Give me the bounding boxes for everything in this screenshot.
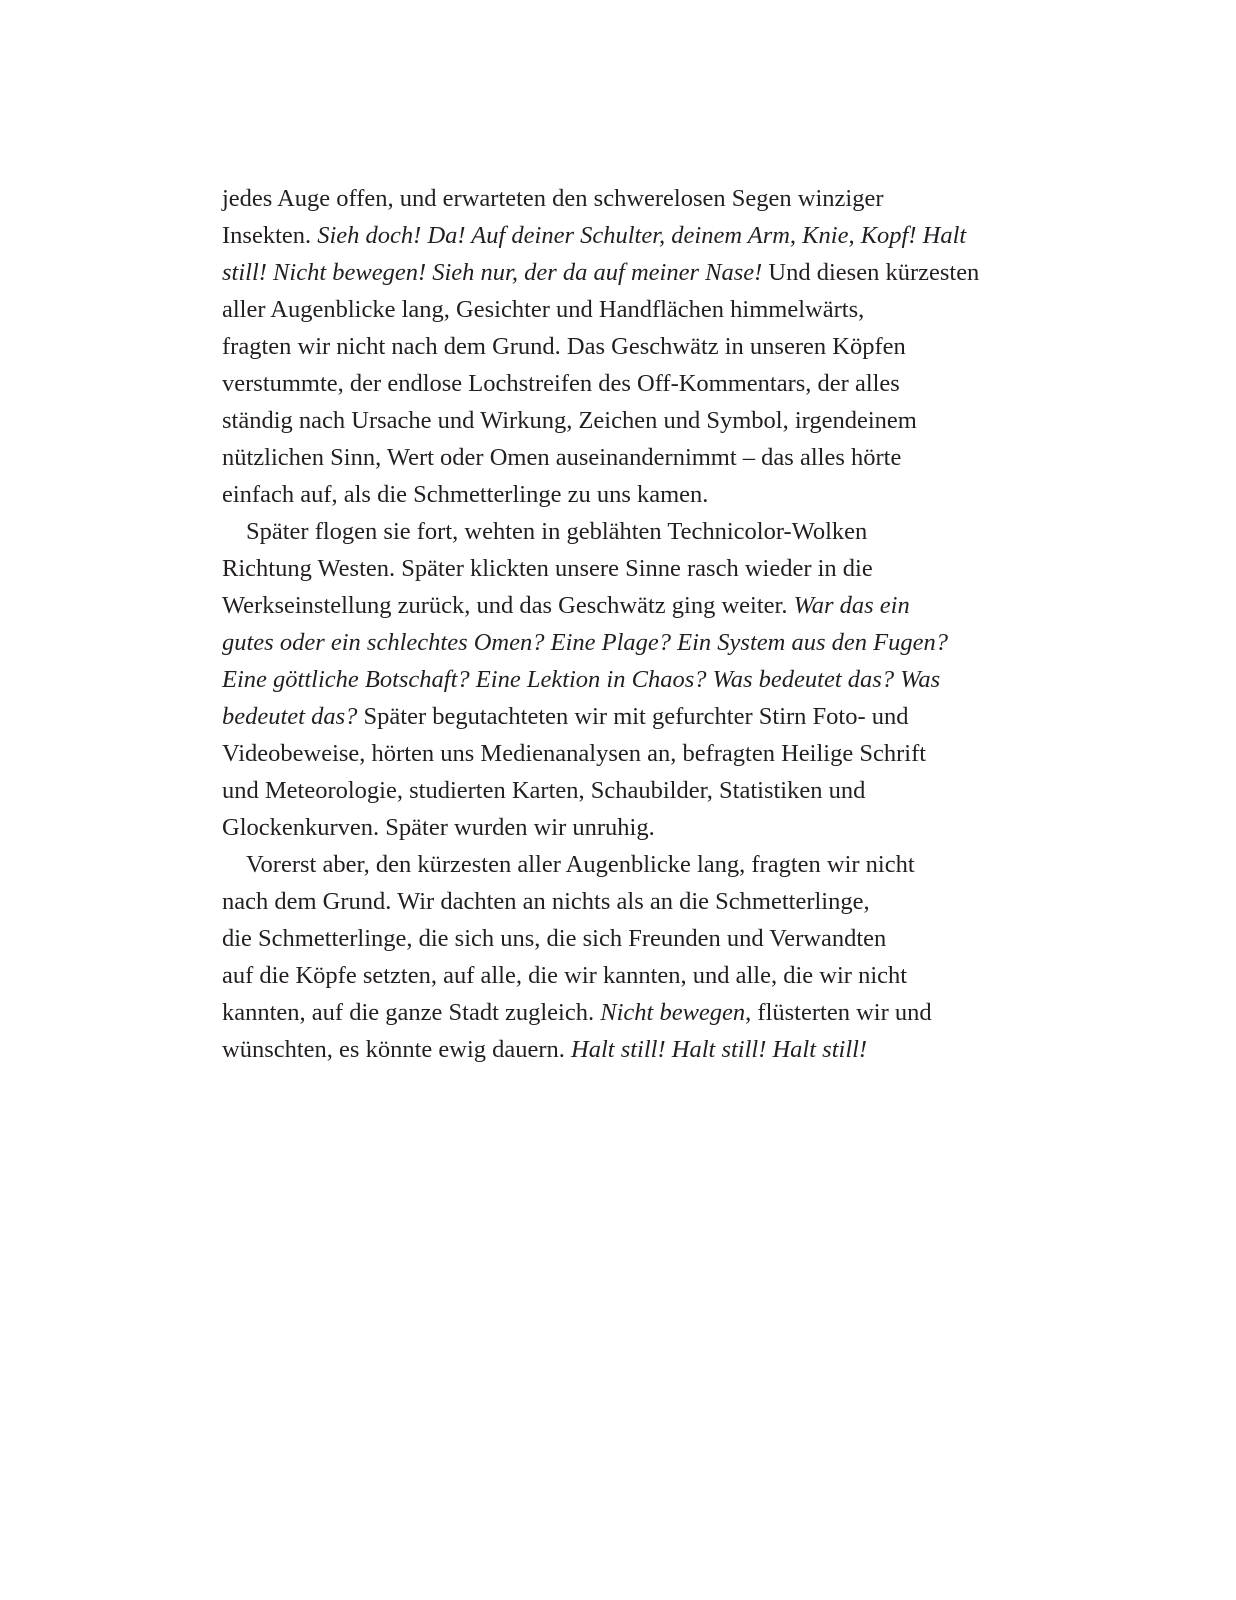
- text-segment: Glockenkurven. Später wurden wir unruhig.: [222, 814, 655, 841]
- text-line: [222, 291, 1012, 328]
- italic-text: Nicht bewegen: [600, 999, 746, 1026]
- text-segment: jedes Auge offen, und erwarteten den schwerelosen Segen winziger: [222, 185, 884, 212]
- text-line: [222, 254, 1012, 291]
- text-segment: Videobeweise, hörten uns Medienanalysen an, befragten Heilige Schrift: [222, 740, 927, 767]
- text-line: [222, 772, 1012, 809]
- text-line: [222, 957, 1012, 994]
- text-segment: Vorerst aber, den kürzesten aller Augenblicke lang, fragten wir nicht: [246, 851, 915, 878]
- text-segment: Später begutachteten wir mit gefurchter Stirn Foto- und: [357, 703, 909, 730]
- text-line: [222, 624, 1012, 661]
- text-line: [222, 439, 1012, 476]
- text-segment: Und diesen kürzesten: [762, 259, 980, 286]
- paragraph: [222, 513, 1012, 846]
- text-line: [222, 1031, 1012, 1068]
- text-line: [222, 513, 1012, 550]
- text-line: [222, 994, 1012, 1031]
- italic-text: bedeutet das?: [222, 703, 358, 730]
- text-segment: und Meteorologie, studierten Karten, Schaubilder, Statistiken und: [222, 777, 866, 804]
- text-segment: nach dem Grund. Wir dachten an nichts als an die Schmetterlinge,: [222, 888, 870, 915]
- text-segment: kannten, auf die ganze Stadt zugleich.: [222, 999, 601, 1026]
- text-line: [222, 180, 1012, 217]
- text-segment: einfach auf, als die Schmetterlinge zu uns kamen.: [222, 481, 709, 508]
- text-segment: Später flogen sie fort, wehten in geblähten Technicolor-Wolken: [246, 518, 868, 545]
- text-line: [222, 328, 1012, 365]
- text-line: [222, 809, 1012, 846]
- text-segment: Insekten.: [222, 222, 318, 249]
- text-line: [222, 846, 1012, 883]
- italic-text: still! Nicht bewegen! Sieh nur, der da auf meiner Nase!: [222, 259, 763, 286]
- italic-text: War das ein: [793, 592, 910, 619]
- text-segment: die Schmetterlinge, die sich uns, die sich Freunden und Verwandten: [222, 925, 887, 952]
- italic-text: Sieh doch! Da! Auf deiner Schulter, deinem Arm, Knie, Kopf! Halt: [317, 222, 967, 249]
- text-line: [222, 476, 1012, 513]
- text-segment: Richtung Westen. Später klickten unsere Sinne rasch wieder in die: [222, 555, 873, 582]
- text-segment: nützlichen Sinn, Wert oder Omen auseinandernimmt – das alles hörte: [222, 444, 902, 471]
- text-segment: Werkseinstellung zurück, und das Geschwätz ging weiter.: [222, 592, 794, 619]
- italic-text: Eine göttliche Botschaft? Eine Lektion in Chaos? Was bedeutet das? Was: [222, 666, 941, 693]
- text-segment: auf die Köpfe setzten, auf alle, die wir kannten, und alle, die wir nicht: [222, 962, 908, 989]
- text-segment: wünschten, es könnte ewig dauern.: [222, 1036, 572, 1063]
- body-text: [222, 180, 1012, 1068]
- text-segment: aller Augenblicke lang, Gesichter und Handflächen himmelwärts,: [222, 296, 865, 323]
- text-line: [222, 587, 1012, 624]
- paragraph: [222, 180, 1012, 513]
- text-line: [222, 402, 1012, 439]
- text-line: [222, 698, 1012, 735]
- paragraph: [222, 846, 1012, 1068]
- text-line: [222, 550, 1012, 587]
- text-segment: , flüsterten wir und: [745, 999, 932, 1026]
- text-segment: ständig nach Ursache und Wirkung, Zeichen und Symbol, irgendeinem: [222, 407, 917, 434]
- italic-text: gutes oder ein schlechtes Omen? Eine Plage? Ein System aus den Fugen?: [222, 629, 948, 656]
- text-line: [222, 365, 1012, 402]
- text-line: [222, 883, 1012, 920]
- text-line: [222, 920, 1012, 957]
- text-line: [222, 735, 1012, 772]
- italic-text: Halt still! Halt still! Halt still!: [571, 1036, 868, 1063]
- text-segment: verstummte, der endlose Lochstreifen des Off-Kommentars, der alles: [222, 370, 900, 397]
- text-line: [222, 661, 1012, 698]
- text-segment: fragten wir nicht nach dem Grund. Das Geschwätz in unseren Köpfen: [222, 333, 906, 360]
- text-line: [222, 217, 1012, 254]
